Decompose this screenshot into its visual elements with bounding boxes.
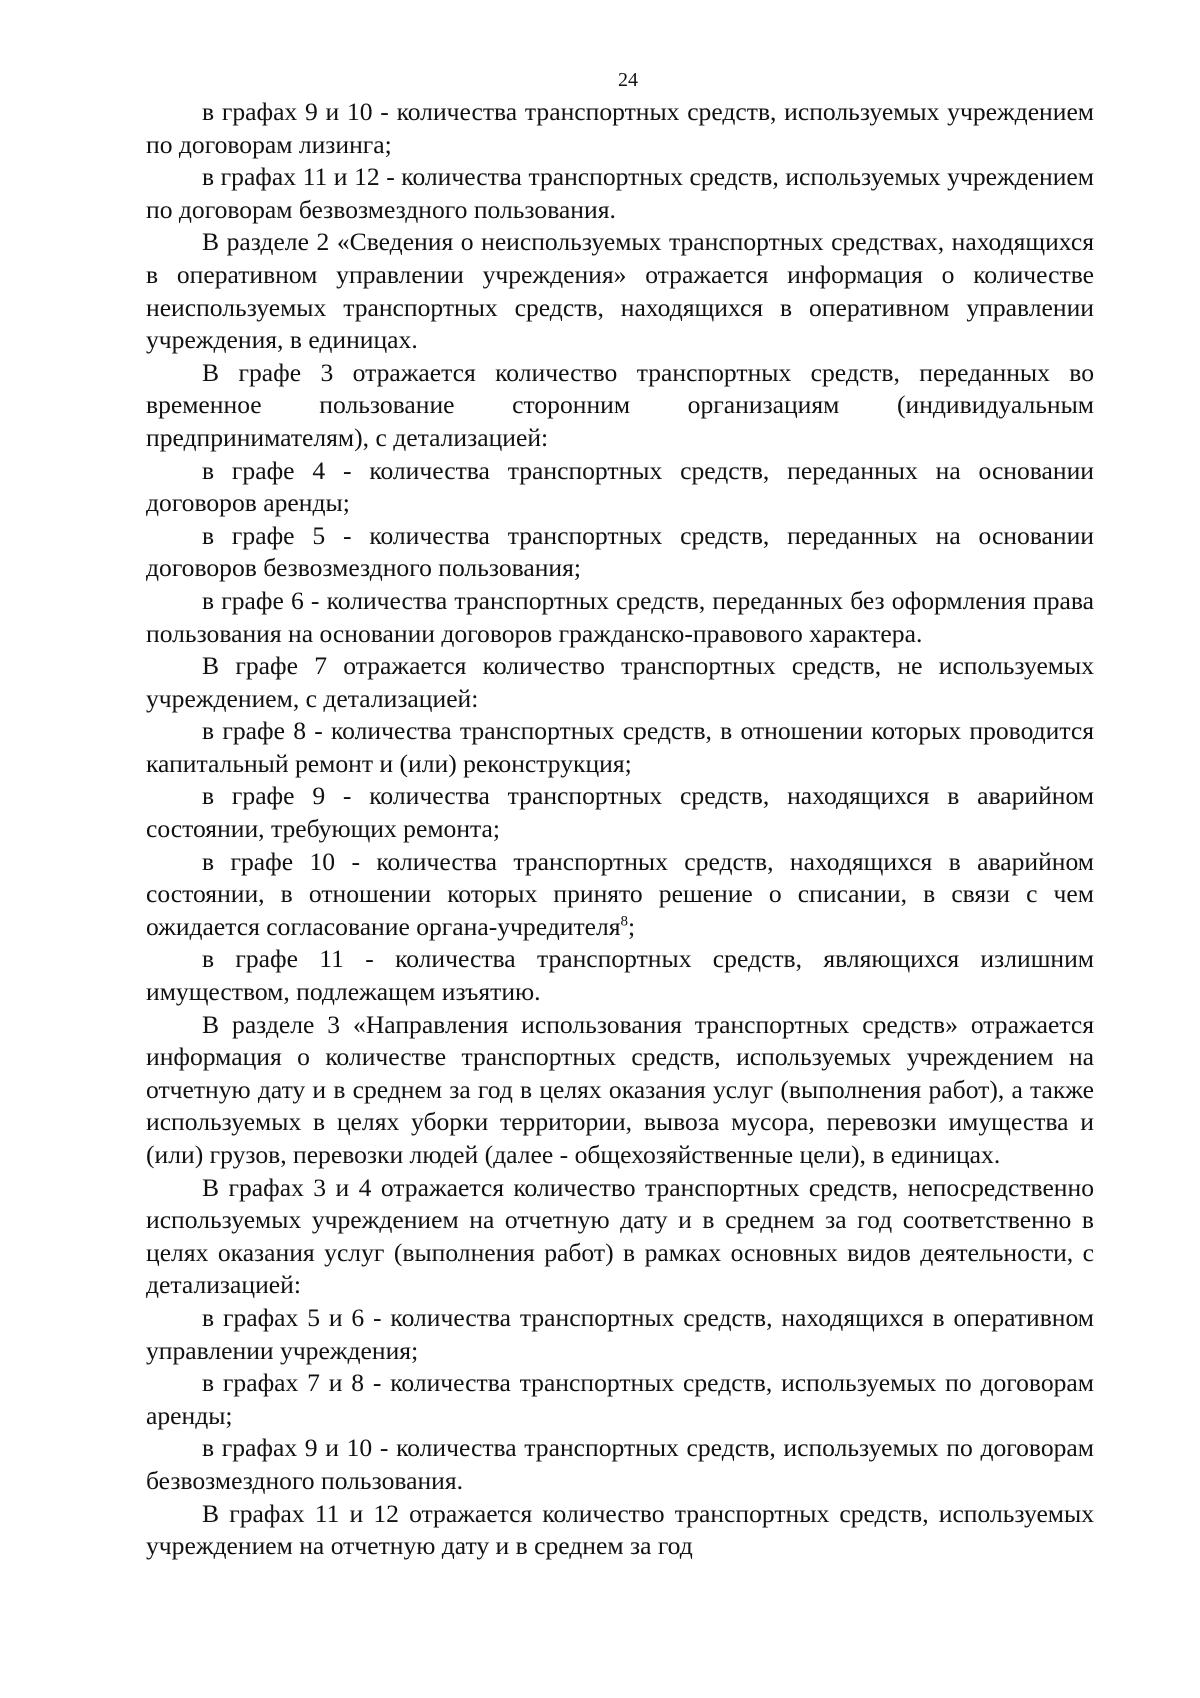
paragraph-2: в графах 11 и 12 - количества транспортных средств, используемых учреждением по договорам безвозмездного пользования. [146, 162, 1094, 224]
paragraph-17: в графах 9 и 10 - количества транспортных средств, используемых по договорам безвозмездного пользования. [146, 1433, 1094, 1495]
paragraph-18: В графах 11 и 12 отражается количество транспортных средств, используемых учреждением на отчетную дату и в среднем за год [146, 1498, 1094, 1561]
paragraph-8: В графе 7 отражается количество транспортных средств, не используемых учреждением, с детализацией: [146, 651, 1094, 713]
paragraph-11 [146, 846, 1094, 944]
paragraph-11-text: в графе 10 - количества транспортных средств, находящихся в аварийном состоянии, в отношении которых принято решение о списании, в связи с чем ожидается согласование органа-учредителя [146, 846, 1094, 941]
paragraph-10: в графе 9 - количества транспортных средств, находящихся в аварийном состоянии, требующих ремонта; [146, 781, 1094, 844]
paragraph-6: в графе 5 - количества транспортных средств, переданных на основании договоров безвозмездного пользования; [146, 520, 1094, 583]
document-body [146, 96, 1094, 1563]
paragraph-11-end: ; [628, 911, 636, 941]
page-number: 24 [618, 69, 638, 91]
paragraph-15: в графах 5 и 6 - количества транспортных средств, находящихся в оперативном управлении учреждения; [146, 1302, 1094, 1365]
paragraph-14: В графах 3 и 4 отражается количество транспортных средств, непосредственно используемых учреждением на отчетную дату и в среднем за год соответственно в целях оказания услуг (выполнения работ) в рамках основных видов деятельности, с детализацией: [146, 1172, 1094, 1300]
paragraph-12: в графе 11 - количества транспортных средств, являющихся излишним имуществом, подлежащем изъятию. [146, 944, 1094, 1007]
paragraph-4: В графе 3 отражается количество транспортных средств, переданных во временное пользование сторонним организациям (индивидуальным предпринимателям), с детализацией: [146, 357, 1094, 452]
paragraph-7: в графе 6 - количества транспортных средств, переданных без оформления права пользования на основании договоров гражданско-правового характера. [146, 585, 1094, 648]
paragraph-3: В разделе 2 «Сведения о неиспользуемых транспортных средствах, находящихся в оперативном управлении учреждения» отражается информация о количестве неиспользуемых транспортных средств, находящихся в оперативном управлении учреждения, в единицах. [146, 227, 1094, 355]
paragraph-5: в графе 4 - количества транспортных средств, переданных на основании договоров аренды; [146, 455, 1094, 518]
paragraph-1: в графах 9 и 10 - количества транспортных средств, используемых учреждением по договорам лизинга; [146, 97, 1094, 159]
paragraph-16: в графах 7 и 8 - количества транспортных средств, используемых по договорам аренды; [146, 1368, 1094, 1430]
paragraph-13: В разделе 3 «Направления использования транспортных средств» отражается информация о количестве транспортных средств, используемых учреждением на отчетную дату и в среднем за год в целях оказания услуг (выполнения работ), а также используемых в целях уборки территории, вывоза мусора, перевозки имущества и (или) грузов, перевозки людей (далее - общехозяйственные цели), в единицах. [146, 1009, 1094, 1169]
footnote-marker: 8 [620, 913, 629, 930]
paragraph-9: в графе 8 - количества транспортных средств, в отношении которых проводится капитальный ремонт и (или) реконструкция; [146, 716, 1094, 778]
